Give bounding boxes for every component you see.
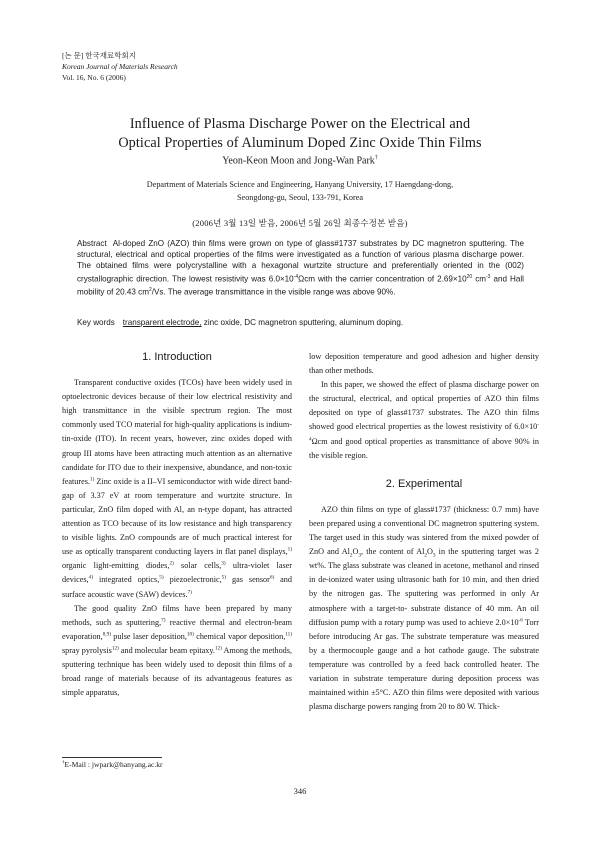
right-column <box>309 350 539 714</box>
abstract-sup-3: -3 <box>486 273 491 280</box>
superscript: -4 <box>309 421 539 442</box>
citation: 7) <box>161 616 166 623</box>
citation: 5) <box>221 574 226 581</box>
text-run: The good quality ZnO films have been prepared by many methods, such as sputtering, <box>62 603 292 627</box>
citation: 1) <box>89 476 95 483</box>
text-run: chemical vapor deposition, <box>193 631 286 641</box>
text-run: piezoelectronic, <box>163 575 222 585</box>
paper-title <box>40 115 560 153</box>
text-run: reactive thermal and electron-beam evaporation, <box>62 617 292 641</box>
affiliation-line-1: Department of Materials Science and Engineering, Hanyang University, 17 Haengdang-dong, <box>146 180 454 189</box>
footnote <box>62 760 163 769</box>
citation: 7) <box>187 588 192 595</box>
citation: 8,9) <box>102 631 111 638</box>
text-run: organic light-emitting diodes, <box>62 561 170 571</box>
text-run: in the sputtering target was 2 wt%. The glass substrate was cleaned in acetone, methanol and rinsed in de-ionized water using ultrasonic bath for 10 min, and then dried by the nitrogen gas. The sputtering was performed in only Ar atmosphere with a target-to- substrate distance of 40 mm. An oil diffusion pump with a rotary pump was used to achieve 2.0×10 <box>309 547 539 627</box>
journal-volume: Vol. 16, No. 6 (2006) <box>62 73 126 82</box>
text-run: solar cells, <box>173 561 222 571</box>
author-names: Yeon-Keon Moon and Jong-Wan Park <box>222 155 375 167</box>
journal-korean-line: [논 문] 한국재료학회지 <box>62 51 136 60</box>
section-experimental-title: 2. Experimental <box>385 477 463 490</box>
text-run: O <box>352 547 359 557</box>
affiliation-line-2: Seongdong-gu, Seoul, 133-791, Korea <box>237 193 363 202</box>
text-run: AZO thin films on type of glass#1737 (thickness: 0.7 mm) have been prepared using a conventional DC magnetron sputtering system. The target used in this study was sintered from the mixed powder of ZnO and Al <box>309 504 539 557</box>
footnote-mark: † <box>62 760 65 766</box>
citation: 6) <box>269 574 275 581</box>
page-number: 346 <box>293 786 307 796</box>
title-line-2: Optical Properties of Aluminum Doped Zinc Oxide Thin Films <box>118 135 482 151</box>
subscript: 2 <box>349 552 353 559</box>
authors <box>40 155 560 166</box>
text-run: In this paper, we showed the effect of plasma discharge power on the structural, electrical, and optical properties of AZO thin films deposited on type of glass#1737 substrates. The AZO thin films showed good electrical properties as the lowest resistivity of 6.0×10 <box>309 380 539 432</box>
affiliation <box>60 178 540 204</box>
keywords-label: Key words <box>77 318 115 327</box>
intro-paragraph-2-continued: low deposition temperature and good adhesion and higher density than other methods. <box>309 352 539 376</box>
text-run: Zinc oxide is a II–VI semiconductor with wide direct band-gap of 3.37 eV at room temperature and wurtzite structure. In particular, ZnO film doped with Al, an n-type dopant, has attracted attention as TCO because of its low resistance and high transparency to visible lights. ZnO compounds are of much practical interest for use as optically transparent conducting layers in flat panel displays, <box>62 476 292 557</box>
intro-paragraph-3 <box>309 378 539 463</box>
intro-paragraph-1 <box>62 376 292 602</box>
section-introduction-title: 1. Introduction <box>142 351 212 363</box>
abstract-text-1: Al-doped ZnO (AZO) thin films were grown on type of glass#1737 substrates by DC magnetron sputtering. The structural, electrical and optical properties of the films were investigated as a function of various plasma discharge power. The obtained films were polycrystalline with a hexagonal wurtzite structure and preferentially oriented in the (002) crystallographic direction. The lowest resistivity was 6.0×10 <box>77 239 524 284</box>
footnote-email: E-Mail : jwpark@hanyang.ac.kr <box>64 760 163 769</box>
text-run: and molecular beam epitaxy. <box>118 645 215 655</box>
title-line-1: Influence of Plasma Discharge Power on the Electrical and <box>129 116 471 132</box>
text-run: Ωcm and good optical properties as transmittance of above 90% in the visible region. <box>309 436 539 460</box>
keywords-rest: zinc oxide, DC magnetron sputtering, aluminum doping. <box>201 318 404 327</box>
abstract <box>77 238 524 297</box>
journal-header <box>62 50 178 83</box>
text-run: , the content of Al <box>361 547 425 557</box>
citation: 12) <box>214 645 222 652</box>
superscript: -6 <box>518 616 523 623</box>
citation: 2) <box>169 560 174 567</box>
received-dates: (2006년 3월 13일 받음, 2006년 5월 26일 최종수정본 받음) <box>192 218 408 228</box>
text-run: ultra-violet laser devices, <box>62 561 292 585</box>
abstract-text-2: Ωcm with the carrier concentration of 2.69×10 <box>298 274 467 284</box>
citation: 3) <box>221 560 226 567</box>
citation: 10) <box>186 631 194 638</box>
citation: 5) <box>159 574 164 581</box>
left-column <box>62 350 292 700</box>
footnote-rule <box>62 757 162 758</box>
keywords <box>77 318 537 327</box>
abstract-sup-4: 2 <box>148 286 152 293</box>
abstract-text-5: /Vs. The average transmittance in the visible range was above 90%. <box>151 287 396 297</box>
subscript: 3 <box>432 552 436 559</box>
citation: 1) <box>287 546 292 553</box>
intro-paragraph-2 <box>62 602 292 701</box>
text-run: O <box>427 547 433 557</box>
citation: 4) <box>88 574 93 581</box>
abstract-label: Abstract <box>77 239 107 248</box>
subscript: 3 <box>358 552 362 559</box>
journal-english-name: Korean Journal of Materials Research <box>62 62 178 71</box>
keyword-link[interactable]: transparent electrode, <box>122 318 202 327</box>
text-run: integrated optics, <box>92 575 160 585</box>
text-run: and surface acoustic wave (SAW) devices. <box>62 575 292 599</box>
text-run: Torr before introducing Ar gas. The substrate temperature was measured by a thermocouple gauge and a hot cathode gauge. The substrate temperature was controlled by a feed back controlled heater. The variation in substrate temperature during deposition process was maintained within ±5°C. AZO thin films were deposited with various plasma discharge powers ranging from 20 to 80 W. Thick- <box>309 617 539 712</box>
experimental-paragraph-1 <box>309 503 539 714</box>
text-run: Among the methods, sputtering technique has been widely used to deposit thin films of a broad range of materials because of its advantageous features as simple apparatus, <box>62 645 293 698</box>
corresponding-mark: † <box>374 155 378 161</box>
text-run: Transparent conductive oxides (TCOs) have been widely used in optoelectronic devices because of their low electrical resistivity and high transmittance in the visible spectrum region. The most commonly used TCO material for high-quality applications is indium-tin-oxide (ITO). In recent years, however, zinc oxides doped with group III atoms have been attracting much attention as an alternative candidate for ITO due to their inexpensive, abundance, and non-toxic features. <box>62 378 292 486</box>
text-run: gas sensor <box>226 575 270 585</box>
text-run: pulse laser deposition, <box>110 631 187 641</box>
text-run: spray pyrolysis <box>62 645 112 655</box>
abstract-sup-1: -4 <box>293 273 299 280</box>
abstract-text-4: and Hall mobility of 20.43 cm <box>77 274 524 297</box>
citation: 12) <box>111 645 119 652</box>
citation: 11) <box>285 631 292 638</box>
abstract-text-3: cm <box>472 274 486 284</box>
abstract-sup-2: 20 <box>466 273 473 280</box>
subscript: 2 <box>424 552 427 559</box>
